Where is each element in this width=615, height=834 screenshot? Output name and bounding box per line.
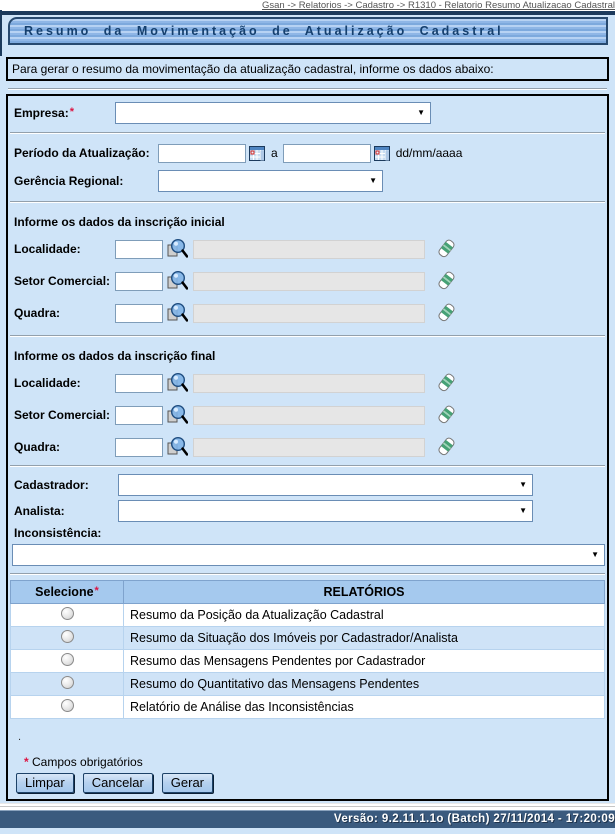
table-row xyxy=(11,696,605,719)
quadra-final-row xyxy=(14,435,607,459)
search-icon[interactable] xyxy=(166,372,188,394)
required-asterisk: * xyxy=(94,585,99,597)
reports-table xyxy=(10,580,605,719)
report-radio[interactable] xyxy=(61,630,74,643)
localidade-final-description xyxy=(193,374,425,393)
report-name: Resumo da Situação dos Imóveis por Cadastrador/Analista xyxy=(124,627,605,650)
calendar-icon[interactable] xyxy=(249,146,265,161)
setor-final-row xyxy=(14,403,607,427)
footer-bar xyxy=(0,810,615,828)
gerencia-row xyxy=(14,170,607,192)
search-icon[interactable] xyxy=(166,270,188,292)
report-name: Resumo das Mensagens Pendentes por Cadastrador xyxy=(124,650,605,673)
eraser-icon[interactable] xyxy=(436,437,456,457)
setor-final-input[interactable] xyxy=(115,406,163,425)
analista-select[interactable] xyxy=(118,500,533,522)
breadcrumb[interactable] xyxy=(0,0,615,11)
search-icon[interactable] xyxy=(166,404,188,426)
relatorios-column-header: RELATÓRIOS xyxy=(124,581,605,604)
chevron-down-icon: ▼ xyxy=(591,550,599,559)
cadastrador-label: Cadastrador: xyxy=(14,477,89,492)
top-navy-bar xyxy=(0,11,615,15)
chevron-down-icon: ▼ xyxy=(519,479,527,489)
stray-dot: . xyxy=(18,731,22,743)
report-name: Relatório de Análise das Inconsistências xyxy=(124,696,605,719)
table-row xyxy=(11,604,605,627)
title-bar xyxy=(8,17,608,45)
section-divider xyxy=(10,573,605,575)
periodo-row xyxy=(14,143,607,163)
required-fields-note xyxy=(24,755,607,769)
table-row xyxy=(11,673,605,696)
localidade-label: Localidade: xyxy=(14,242,81,256)
breadcrumb-link[interactable]: Gsan -> Relatorios -> Cadastro -> R1310 - Relatorio Resumo Atualizacao Cadastral xyxy=(262,0,615,11)
report-radio[interactable] xyxy=(61,676,74,689)
required-asterisk: * xyxy=(24,755,29,769)
section-divider xyxy=(10,132,605,134)
periodo-inicio-input[interactable] xyxy=(158,144,246,163)
periodo-label: Período da Atualização: xyxy=(14,146,150,160)
inscricao-inicial-header: Informe os dados da inscrição inicial xyxy=(14,215,225,229)
empresa-label: Empresa:* xyxy=(14,106,74,120)
cadastrador-row xyxy=(14,474,607,495)
chevron-down-icon: ▼ xyxy=(417,108,425,117)
page-body xyxy=(0,17,615,834)
setor-inicial-row xyxy=(14,269,607,293)
setor-label: Setor Comercial: xyxy=(14,408,111,422)
search-icon[interactable] xyxy=(166,238,188,260)
eraser-icon[interactable] xyxy=(436,239,456,259)
inconsistencia-label: Inconsistência: xyxy=(14,526,102,540)
search-icon[interactable] xyxy=(166,302,188,324)
quadra-inicial-description xyxy=(193,304,425,323)
setor-inicial-description xyxy=(193,272,425,291)
buttons-row xyxy=(16,772,599,794)
empresa-row xyxy=(14,102,607,124)
section-divider xyxy=(10,201,605,203)
periodo-separator: a xyxy=(271,146,278,160)
localidade-label: Localidade: xyxy=(14,376,81,390)
report-name: Resumo do Quantitativo das Mensagens Pendentes xyxy=(124,673,605,696)
cancelar-button[interactable]: Cancelar xyxy=(83,773,153,793)
setor-label: Setor Comercial: xyxy=(14,274,111,288)
eraser-icon[interactable] xyxy=(436,405,456,425)
version-text: Versão: 9.2.11.1.1o (Batch) 27/11/2014 - 17:20:09 xyxy=(333,813,615,825)
chevron-down-icon: ▼ xyxy=(519,505,527,515)
quadra-inicial-input[interactable] xyxy=(115,304,163,323)
gerar-button[interactable]: Gerar xyxy=(162,773,213,793)
localidade-final-row xyxy=(14,371,607,395)
section-divider xyxy=(10,465,605,467)
table-row xyxy=(11,627,605,650)
localidade-final-input[interactable] xyxy=(115,374,163,393)
section-divider xyxy=(10,335,605,337)
gerencia-label: Gerência Regional: xyxy=(14,174,124,188)
eraser-icon[interactable] xyxy=(436,373,456,393)
periodo-fim-input[interactable] xyxy=(283,144,371,163)
eraser-icon[interactable] xyxy=(436,303,456,323)
instruction-text: Para gerar o resumo da movimentação da atualização cadastral, informe os dados abaixo: xyxy=(12,62,494,76)
setor-inicial-input[interactable] xyxy=(115,272,163,291)
quadra-final-input[interactable] xyxy=(115,438,163,457)
analista-row xyxy=(14,500,607,521)
required-note-text: Campos obrigatórios xyxy=(32,755,143,769)
required-asterisk: * xyxy=(69,106,74,118)
section-divider xyxy=(8,88,607,90)
report-radio[interactable] xyxy=(61,653,74,666)
localidade-inicial-row xyxy=(14,237,607,261)
calendar-icon[interactable] xyxy=(374,146,390,161)
page-title: Resumo da Movimentação de Atualização Cadastral xyxy=(24,24,504,38)
report-name: Resumo da Posição da Atualização Cadastral xyxy=(124,604,605,627)
gerencia-select[interactable] xyxy=(158,170,383,192)
bottom-band xyxy=(0,803,615,810)
selecione-column-header: Selecione* xyxy=(11,581,124,604)
report-radio[interactable] xyxy=(61,699,74,712)
quadra-label: Quadra: xyxy=(14,440,61,454)
inscricao-final-header: Informe os dados da inscrição final xyxy=(14,349,216,363)
analista-label: Analista: xyxy=(14,503,65,518)
quadra-final-description xyxy=(193,438,425,457)
empresa-select[interactable] xyxy=(115,102,431,124)
report-radio[interactable] xyxy=(61,607,74,620)
reports-header-row xyxy=(11,581,605,604)
inconsistencia-select[interactable] xyxy=(12,544,605,566)
table-row xyxy=(11,650,605,673)
form-panel xyxy=(6,94,609,801)
eraser-icon[interactable] xyxy=(436,271,456,291)
quadra-label: Quadra: xyxy=(14,306,61,320)
localidade-inicial-description xyxy=(193,240,425,259)
instruction-box xyxy=(6,57,609,81)
cadastrador-select[interactable] xyxy=(118,474,533,496)
search-icon[interactable] xyxy=(166,436,188,458)
quadra-inicial-row xyxy=(14,301,607,325)
localidade-inicial-input[interactable] xyxy=(115,240,163,259)
setor-final-description xyxy=(193,406,425,425)
limpar-button[interactable]: Limpar xyxy=(16,773,74,793)
chevron-down-icon: ▼ xyxy=(369,176,377,185)
date-format-hint: dd/mm/aaaa xyxy=(395,146,463,160)
